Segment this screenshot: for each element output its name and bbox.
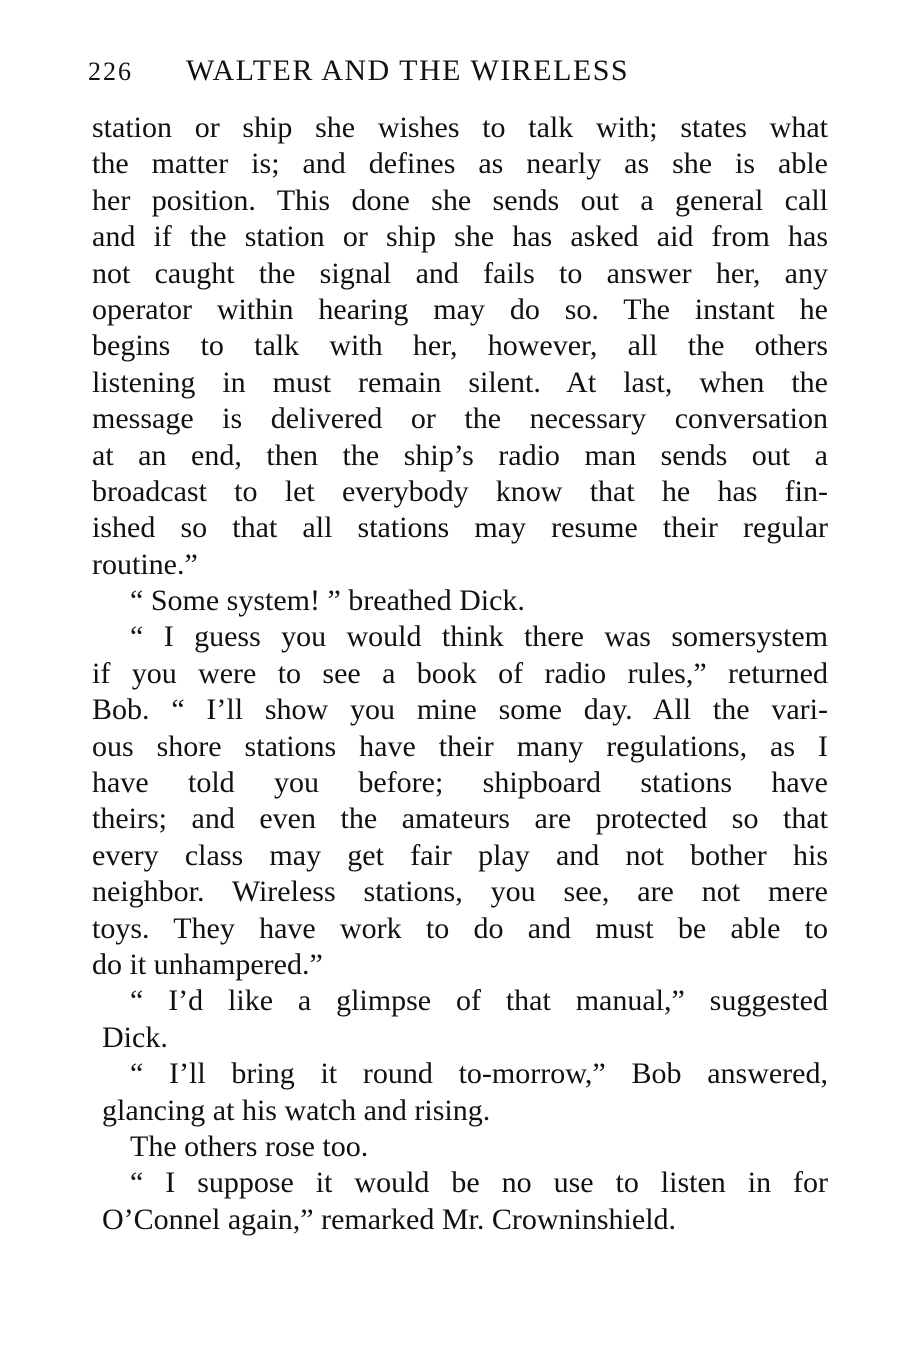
text-line: at an end, then the ship’s radio man sends out a: [92, 438, 828, 472]
running-head: [88, 54, 828, 94]
text-line: Dick.: [102, 1020, 168, 1054]
paragraph-first-line: The others rose too.: [130, 1129, 369, 1163]
text-line: ished so that all stations may resume their regular: [92, 511, 828, 545]
text-line: message is delivered or the necessary conversation: [92, 402, 828, 436]
text-line: broadcast to let everybody know that he has fin-: [92, 474, 828, 508]
running-title: WALTER AND THE WIRELESS: [186, 54, 630, 87]
text-line: her position. This done she sends out a general call: [92, 183, 828, 217]
paragraph-first-line: “ Some system! ” breathed Dick.: [130, 584, 525, 618]
text-line: if you were to see a book of radio rules,” returned: [92, 656, 828, 690]
paragraph-first-line: “ I’ll bring it round to-morrow,” Bob answered,: [130, 1057, 828, 1091]
text-line: every class may get fair play and not bother his: [92, 838, 828, 872]
text-line: routine.”: [92, 547, 198, 581]
paragraph-first-line: “ I guess you would think there was somersystem: [130, 620, 828, 654]
text-line: the matter is; and defines as nearly as she is able: [92, 147, 828, 181]
text-line: and if the station or ship she has asked aid from has: [92, 220, 828, 254]
text-line: theirs; and even the amateurs are protected so that: [92, 802, 828, 836]
paragraph-first-line: “ I’d like a glimpse of that manual,” suggested: [130, 984, 828, 1018]
text-line: operator within hearing may do so. The instant he: [92, 292, 828, 326]
text-line: toys. They have work to do and must be able to: [92, 911, 828, 945]
text-line: listening in must remain silent. At last, when the: [92, 365, 828, 399]
text-line: begins to talk with her, however, all the others: [92, 329, 828, 363]
text-line: ous shore stations have their many regulations, as I: [92, 729, 828, 763]
body-text: [92, 110, 828, 1238]
text-line: neighbor. Wireless stations, you see, are not mere: [92, 875, 828, 909]
page-number: 226: [88, 57, 133, 86]
text-line: glancing at his watch and rising.: [102, 1093, 491, 1127]
text-line: O’Connel again,” remarked Mr. Crowninshield.: [102, 1202, 677, 1236]
text-line: station or ship she wishes to talk with; states what: [92, 111, 828, 144]
text-line: not caught the signal and fails to answer her, any: [92, 256, 828, 290]
text-line: Bob. “ I’ll show you mine some day. All the vari-: [92, 693, 828, 727]
text-line: do it unhampered.”: [92, 947, 323, 981]
paragraph-first-line: “ I suppose it would be no use to listen in for: [130, 1166, 828, 1200]
text-line: have told you before; shipboard stations have: [92, 766, 828, 800]
